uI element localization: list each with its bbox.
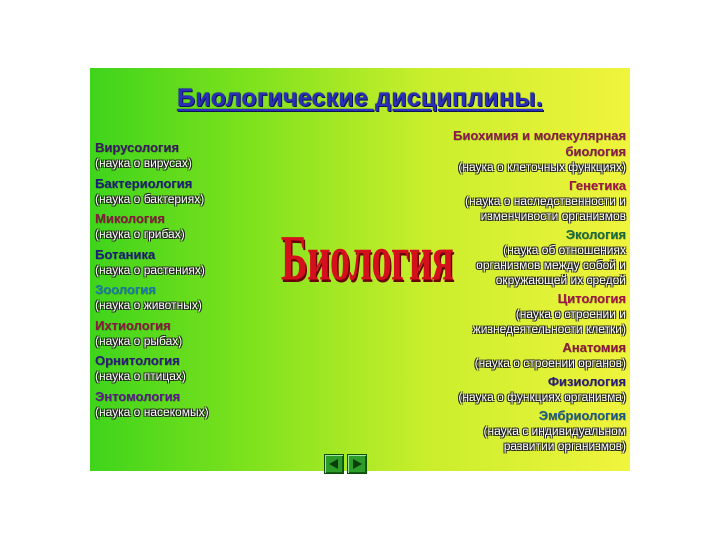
discipline-name: Физиология [547,374,626,389]
list-item [426,340,626,371]
discipline-description: окружающей их средой [495,273,626,287]
discipline-description: (наука о клеточных функциях) [458,160,626,174]
discipline-description: развитии организмов) [503,439,626,453]
list-item [426,291,626,337]
left-discipline-list [95,140,245,424]
discipline-name: Анатомия [562,340,626,355]
discipline-description: (наука о рыбах) [95,333,183,348]
discipline-description: (наука о функциях организма) [458,390,626,404]
slide-navigation [324,454,367,474]
discipline-name: Зоология [95,282,156,297]
list-item [95,176,245,212]
list-item [426,227,626,288]
prev-slide-button[interactable] [324,454,344,474]
list-item [95,247,245,283]
list-item [426,178,626,224]
discipline-description: жизнедеятельности клетки) [472,322,626,336]
list-item [426,128,626,175]
discipline-name: Биохимия и молекулярная [453,128,626,143]
discipline-name: Орнитология [95,353,180,368]
list-item [426,408,626,454]
discipline-name: Вирусология [95,140,179,155]
discipline-description: (наука с индивидуальном [483,424,626,438]
list-item [95,140,245,176]
discipline-description: (наука о животных) [95,298,202,312]
slide-title: Биологические дисциплины. [177,84,543,112]
discipline-description: (наука о строении и [515,307,626,321]
discipline-description: (наука об отношениях [503,243,626,257]
discipline-name-continued: биология [565,144,626,159]
discipline-description: (наука о растениях) [95,262,205,277]
list-item [95,211,245,247]
next-slide-button[interactable] [347,454,367,474]
discipline-name: Цитология [557,291,626,306]
discipline-name: Бактериология [95,175,193,191]
discipline-name: Эмбриология [538,408,626,423]
slide [90,68,630,471]
discipline-name: Микология [95,211,165,226]
discipline-description: (наука о птицах) [95,369,186,383]
right-discipline-list [426,128,626,454]
triangle-right-icon [351,458,363,470]
discipline-description: (наука о грибах) [95,227,185,241]
triangle-left-icon [328,458,340,470]
list-item [95,389,245,425]
center-heading: Биология [280,222,454,294]
discipline-name: Экология [565,227,626,242]
discipline-description: изменчивости организмов [480,209,626,223]
discipline-description: (наука о бактериях) [95,191,205,206]
discipline-description: организмов между собой и [476,258,626,272]
discipline-name: Ихтиология [95,317,171,333]
discipline-description: (наука о насекомых) [95,404,209,419]
discipline-name: Ботаника [95,246,156,262]
list-item [95,318,245,354]
list-item [95,282,245,318]
discipline-name: Генетика [569,178,626,193]
list-item [95,353,245,389]
discipline-description: (наука о наследственности и [465,194,626,208]
discipline-description: (наука о строении органов) [474,356,626,370]
discipline-description: (наука о вирусах) [95,156,192,170]
list-item [426,374,626,405]
discipline-name: Энтомология [95,388,181,404]
